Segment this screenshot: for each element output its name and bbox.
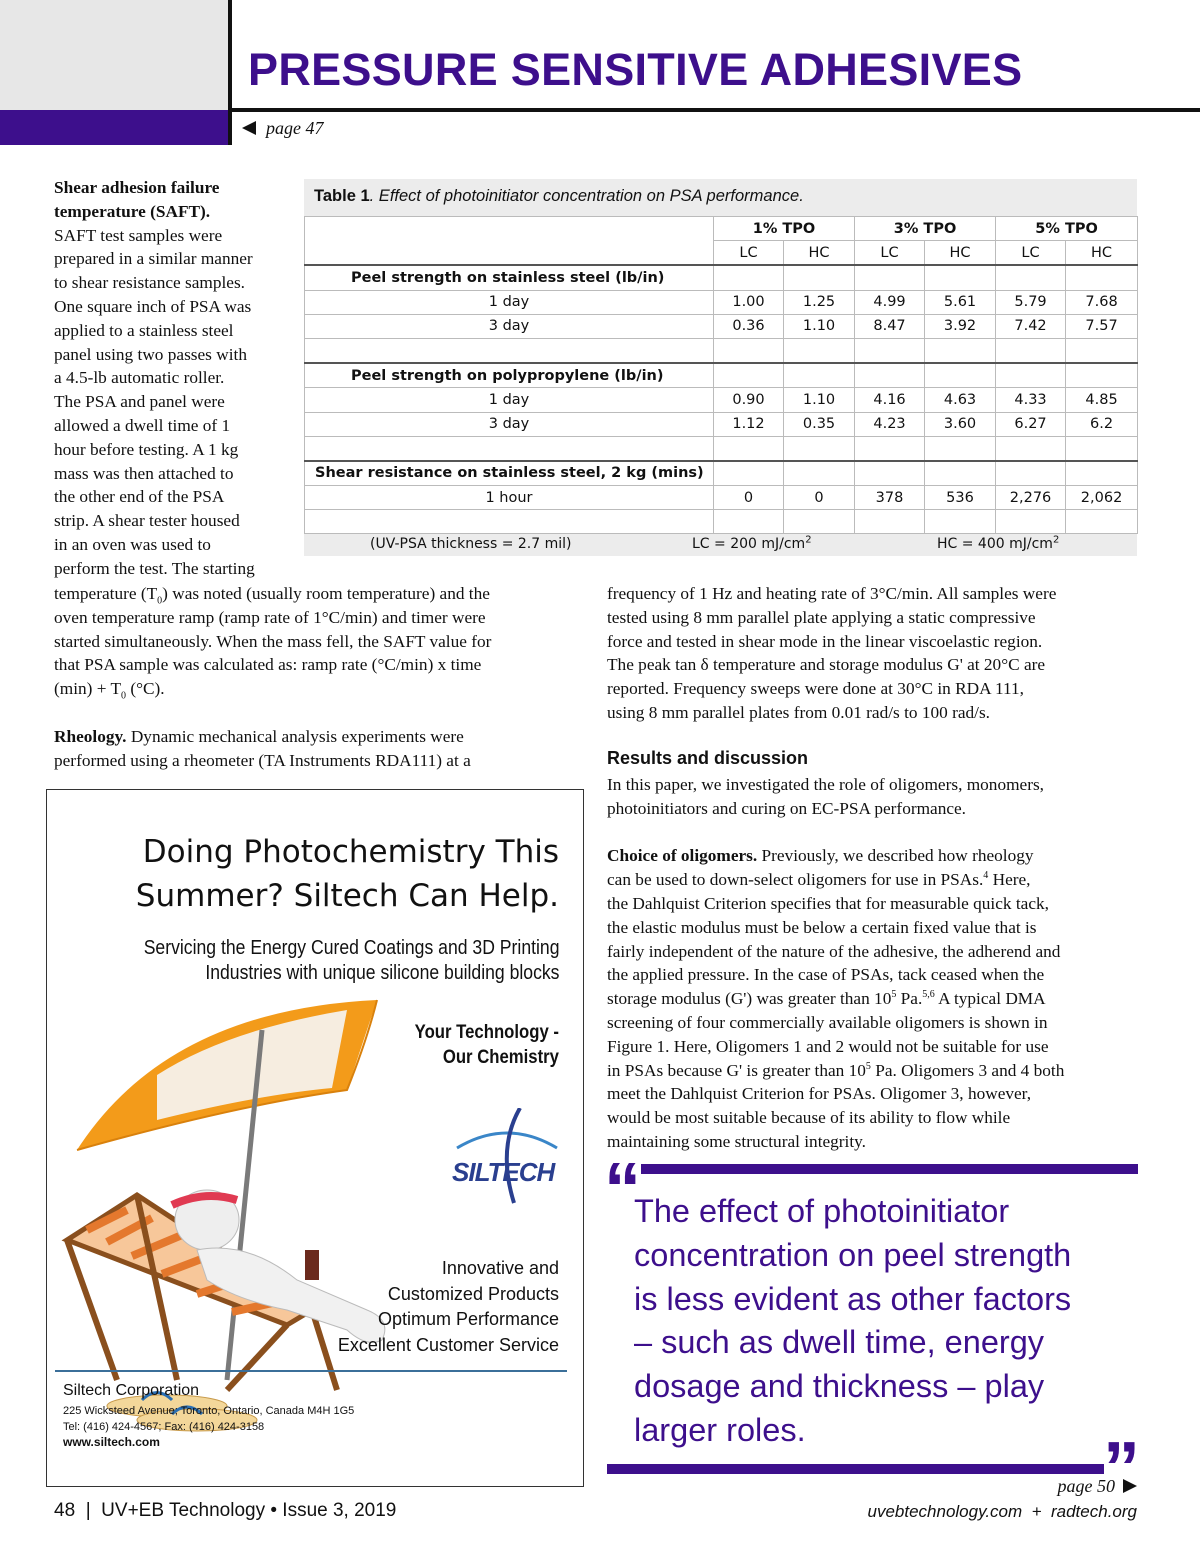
saft-heading-line1: Shear adhesion failure (54, 178, 220, 197)
table-cell (714, 510, 784, 534)
pullquote-bottom-rule (607, 1464, 1104, 1474)
table-cell: 4.16 (855, 388, 925, 412)
table-corner-cell (305, 217, 714, 241)
prev-page-label: page 47 (266, 118, 324, 138)
saft-wide-line: oven temperature ramp (ramp rate of 1°C/min) and timer were (54, 607, 486, 627)
table-row-label: 1 day (305, 388, 714, 412)
table-cell (925, 436, 996, 461)
table-section-row (305, 461, 1138, 486)
table-cell (855, 461, 925, 486)
ad-company-name: Siltech Corporation (63, 1382, 200, 1399)
table-spacer-row (305, 436, 1138, 461)
table-cell: 4.33 (996, 388, 1066, 412)
table-cell (305, 436, 714, 461)
saft-heading-line2: temperature (SAFT). (54, 201, 211, 221)
saft-continuation (54, 582, 491, 772)
pullquote-line: larger roles. (634, 1411, 806, 1448)
table-cell (1066, 338, 1138, 363)
header-horizontal-rule (228, 108, 1200, 112)
choice-line: storage modulus (G') was greater than $10^5$ Pa.$^{5,6}$ A typical DMA (607, 989, 1046, 1009)
table-cell: 0.90 (714, 388, 784, 412)
table-cell (784, 461, 855, 486)
footnote-lc: LC = 200 $mJ/cm^2$ (692, 534, 812, 552)
table-section-title: Peel strength on polypropylene (lb/in) (305, 363, 714, 388)
table-cell: 1.10 (784, 314, 855, 338)
pullquote-line: is less evident as other factors (634, 1280, 1072, 1317)
choice-line: fairly independent of the nature of the adhesive, the adherend and (607, 941, 1061, 961)
right-line: using 8 mm parallel plates from 0.01 rad/s to 100 rad/s. (607, 702, 990, 722)
saft-wide-line: temperature $(T_0)$ was noted (usually room temperature) and the (54, 584, 490, 607)
table-cell: 7.68 (1066, 290, 1138, 314)
blank-line (54, 701, 491, 725)
table-cell: 1.12 (714, 412, 784, 436)
table-cell: 2,276 (996, 486, 1066, 510)
right-line: tested using 8 mm parallel plate applying a static compressive (607, 607, 1036, 627)
table-cell (925, 338, 996, 363)
table-cell (1066, 510, 1138, 534)
saft-line: SAFT test samples were (54, 225, 223, 245)
pullquote-line: The effect of photoinitiator (634, 1193, 1010, 1229)
table-row (305, 412, 1138, 436)
ad-tagline: Your Technology - Our Chemistry (414, 1022, 559, 1068)
results-paragraph (607, 773, 1064, 1154)
pullquote-line: concentration on peel strength (634, 1236, 1072, 1273)
table-cell: 6.2 (1066, 412, 1138, 436)
table-cell (714, 461, 784, 486)
table-row (305, 388, 1138, 412)
ad-feature: Customized Products (387, 1283, 559, 1304)
table-cell (996, 265, 1066, 290)
pullquote-text (634, 1190, 1071, 1453)
table-grid (304, 216, 1138, 534)
table-subheader: HC (784, 241, 855, 266)
table-cell (714, 363, 784, 388)
table-row-label: 3 day (305, 314, 714, 338)
table-cell: 5.79 (996, 290, 1066, 314)
table-group-header: 5% TPO (996, 217, 1138, 241)
saft-line: The PSA and panel were (54, 392, 225, 412)
table-cell: 7.57 (1066, 314, 1138, 338)
results-line: photoinitiators and curing on EC-PSA performance. (607, 798, 966, 818)
saft-line: a 4.5-lb automatic roller. (54, 368, 225, 388)
table-footnote (304, 533, 1137, 556)
table-cell (1066, 461, 1138, 486)
footnote-thickness: (UV-PSA thickness = 2.7 mil) (370, 536, 572, 552)
ad-divider (55, 1370, 567, 1372)
table-cell: 0.36 (714, 314, 784, 338)
table-cell (784, 510, 855, 534)
table-cell (925, 461, 996, 486)
choice-heading: Choice of oligomers. (607, 846, 758, 866)
table-subheader: LC (996, 241, 1066, 266)
table-corner-cell (305, 241, 714, 266)
table-subheader: HC (1066, 241, 1138, 266)
table-cell (996, 461, 1066, 486)
rheology-line: Rheology. Dynamic mechanical analysis experiments were (54, 726, 464, 746)
table-cell (855, 265, 925, 290)
saft-line: mass was then attached to (54, 463, 234, 483)
table-cell: 4.23 (855, 412, 925, 436)
arrow-left-icon (242, 121, 256, 135)
saft-line: the other end of the PSA (54, 487, 225, 507)
choice-line: Figure 1. Here, Oligomers 1 and 2 would not be suitable for use (607, 1036, 1049, 1056)
ad-feature: Innovative and (441, 1258, 559, 1278)
ad-feature: Excellent Customer Service (337, 1334, 559, 1355)
table-cell: 6.27 (996, 412, 1066, 436)
saft-line: perform the test. The starting (54, 558, 255, 578)
ad-features (338, 1256, 559, 1358)
rheology-continuation (607, 582, 1056, 725)
table-cell (925, 265, 996, 290)
siltech-advertisement[interactable] (46, 789, 584, 1487)
table-cell: 1.10 (784, 388, 855, 412)
table-cell (996, 338, 1066, 363)
table-cell: 4.99 (855, 290, 925, 314)
saft-line: strip. A shear tester housed (54, 511, 240, 531)
ad-contact (63, 1403, 354, 1435)
table-row-label: 3 day (305, 412, 714, 436)
table-row (305, 314, 1138, 338)
prev-page-link[interactable] (242, 118, 324, 139)
choice-line: can be used to down-select oligomers for use in PSAs.$^4$ Here, (607, 870, 1031, 890)
arrow-right-icon (1123, 1479, 1137, 1493)
saft-line: panel using two passes with (54, 344, 247, 364)
table-cell (305, 338, 714, 363)
right-line: reported. Frequency sweeps were done at 30°C in RDA 111, (607, 679, 1024, 699)
saft-paragraph (54, 176, 255, 581)
right-line: The peak tan δ temperature and storage modulus G' at 20°C are (607, 655, 1046, 675)
table-cell (855, 363, 925, 388)
table-cell (925, 510, 996, 534)
pullquote-line: dosage and thickness – play (634, 1368, 1045, 1405)
table-row (305, 290, 1138, 314)
choice-line: the applied pressure. In the case of PSAs, tack ceased when the (607, 965, 1045, 985)
table-section-title: Peel strength on stainless steel (lb/in) (305, 265, 714, 290)
saft-line: prepared in a similar manner (54, 249, 253, 269)
table-cell: 0.35 (784, 412, 855, 436)
ad-feature: Optimum Performance (377, 1309, 559, 1329)
table-cell (784, 436, 855, 461)
table-section-row (305, 363, 1138, 388)
table-group-header: 1% TPO (714, 217, 855, 241)
pullquote-top-rule (641, 1164, 1138, 1174)
table-row (305, 486, 1138, 510)
rheology-heading: Rheology. (54, 726, 127, 746)
footer-publication: 48 | UV+EB Technology • Issue 3, 2019 (54, 1500, 397, 1521)
saft-line: One square inch of PSA was (54, 296, 252, 316)
table-cell (996, 363, 1066, 388)
ad-website-link[interactable]: www.siltech.com (63, 1435, 160, 1449)
table-cell: 7.42 (996, 314, 1066, 338)
table-cell (855, 436, 925, 461)
choice-line: would be most suitable because of its ability to flow while (607, 1108, 1011, 1128)
choice-line: Choice of oligomers. Previously, we described how rheology (607, 846, 1034, 866)
choice-line: the Dahlquist Criterion specifies that for measurable quick tack, (607, 893, 1049, 913)
results-line: In this paper, we investigated the role of oligomers, monomers, (607, 775, 1044, 794)
table-cell (1066, 436, 1138, 461)
next-page-label: page 50 (1057, 1476, 1115, 1496)
table-cell: 8.47 (855, 314, 925, 338)
saft-line: in an oven was used to (54, 534, 211, 554)
table-cell: 1.25 (784, 290, 855, 314)
footnote-hc: HC = 400 $mJ/cm^2$ (937, 534, 1060, 552)
header-vertical-rule (228, 0, 232, 145)
choice-line: meet the Dahlquist Criterion for PSAs. Oligomer 3, however, (607, 1084, 1032, 1104)
ad-headline: Doing Photochemistry This Summer? Siltech Can Help. (135, 834, 559, 914)
saft-wide-line: $(\min) + T_0$ (°C). (54, 679, 165, 702)
table-header-row (305, 217, 1138, 241)
choice-line: screening of four commercially available oligomers is shown in (607, 1012, 1048, 1032)
table-caption: Table 1. Effect of photoinitiator concentration on PSA performance. (314, 187, 804, 205)
next-page-link[interactable] (1058, 1476, 1138, 1497)
table-cell (996, 436, 1066, 461)
table-cell (714, 265, 784, 290)
choice-line: maintaining some structural integrity. (607, 1131, 866, 1151)
table-cell (855, 338, 925, 363)
choice-line: the elastic modulus must be below a certain fixed value that is (607, 917, 1037, 937)
ad-phone: Tel: (416) 424-4567; Fax: (416) 424-3158 (63, 1421, 265, 1433)
table-cell: 5.61 (925, 290, 996, 314)
saft-wide-line: started simultaneously. When the mass fell, the SAFT value for (54, 631, 492, 651)
table-cell (996, 510, 1066, 534)
table-cell: 0 (714, 486, 784, 510)
saft-line: hour before testing. A 1 kg (54, 439, 239, 459)
pullquote-line: – such as dwell time, energy (634, 1324, 1045, 1361)
table-subheader: LC (855, 241, 925, 266)
table-cell: 0 (784, 486, 855, 510)
open-quote-icon: “ (604, 1147, 641, 1230)
table-cell: 1.00 (714, 290, 784, 314)
table-subheader: LC (714, 241, 784, 266)
table-group-header: 3% TPO (855, 217, 996, 241)
table-spacer-row (305, 510, 1138, 534)
table-cell (784, 363, 855, 388)
table-spacer-row (305, 338, 1138, 363)
saft-wide-line: that PSA sample was calculated as: ramp rate (°C/min) x time (54, 655, 482, 675)
table-row-label: 1 day (305, 290, 714, 314)
table-subheader: HC (925, 241, 996, 266)
table-cell: 536 (925, 486, 996, 510)
table-cell (1066, 265, 1138, 290)
table-cell: 3.60 (925, 412, 996, 436)
table-cell (305, 510, 714, 534)
right-line: frequency of 1 Hz and heating rate of 3°C/min. All samples were (607, 584, 1057, 603)
table-cell (784, 265, 855, 290)
table-cell (925, 363, 996, 388)
choice-line: in PSAs because G' is greater than $10^5$ Pa. Oligomers 3 and 4 both (607, 1060, 1065, 1080)
saft-line: to shear resistance samples. (54, 273, 245, 293)
table-section-row (305, 265, 1138, 290)
table-cell: 4.85 (1066, 388, 1138, 412)
table-1 (304, 179, 1137, 556)
header-gray-block (0, 0, 228, 110)
ad-subheadline: Servicing the Energy Cured Coatings and 3D Printing Industries with unique silicone building blocks (143, 937, 559, 984)
table-section-title: Shear resistance on stainless steel, 2 kg (mins) (305, 461, 714, 486)
table-cell: 378 (855, 486, 925, 510)
right-line: force and tested in shear mode in the linear viscoelastic region. (607, 631, 1043, 651)
blank-line (607, 821, 1064, 845)
close-quote-icon: ” (1103, 1426, 1140, 1509)
table-subheader-row (305, 241, 1138, 266)
table-cell (1066, 363, 1138, 388)
saft-line: allowed a dwell time of 1 (54, 415, 231, 435)
footer-websites: uvebtechnology.com + radtech.org (867, 1502, 1137, 1521)
ad-address: 225 Wicksteed Avenue; Toronto, Ontario, Canada M4H 1G5 (63, 1405, 355, 1417)
table-cell (784, 338, 855, 363)
results-heading: Results and discussion (607, 748, 809, 768)
table-cell: 2,062 (1066, 486, 1138, 510)
saft-line: applied to a stainless steel (54, 320, 234, 340)
page-title: PRESSURE SENSITIVE ADHESIVES (248, 44, 1023, 95)
siltech-logo-text: SILTECH (452, 1157, 555, 1187)
rheology-line: performed using a rheometer (TA Instruments RDA111) at a (54, 750, 471, 770)
header-purple-bar (0, 110, 228, 145)
table-cell: 4.63 (925, 388, 996, 412)
table-cell (714, 338, 784, 363)
table-cell (855, 510, 925, 534)
table-row-label: 1 hour (305, 486, 714, 510)
table-cell (714, 436, 784, 461)
table-cell: 3.92 (925, 314, 996, 338)
